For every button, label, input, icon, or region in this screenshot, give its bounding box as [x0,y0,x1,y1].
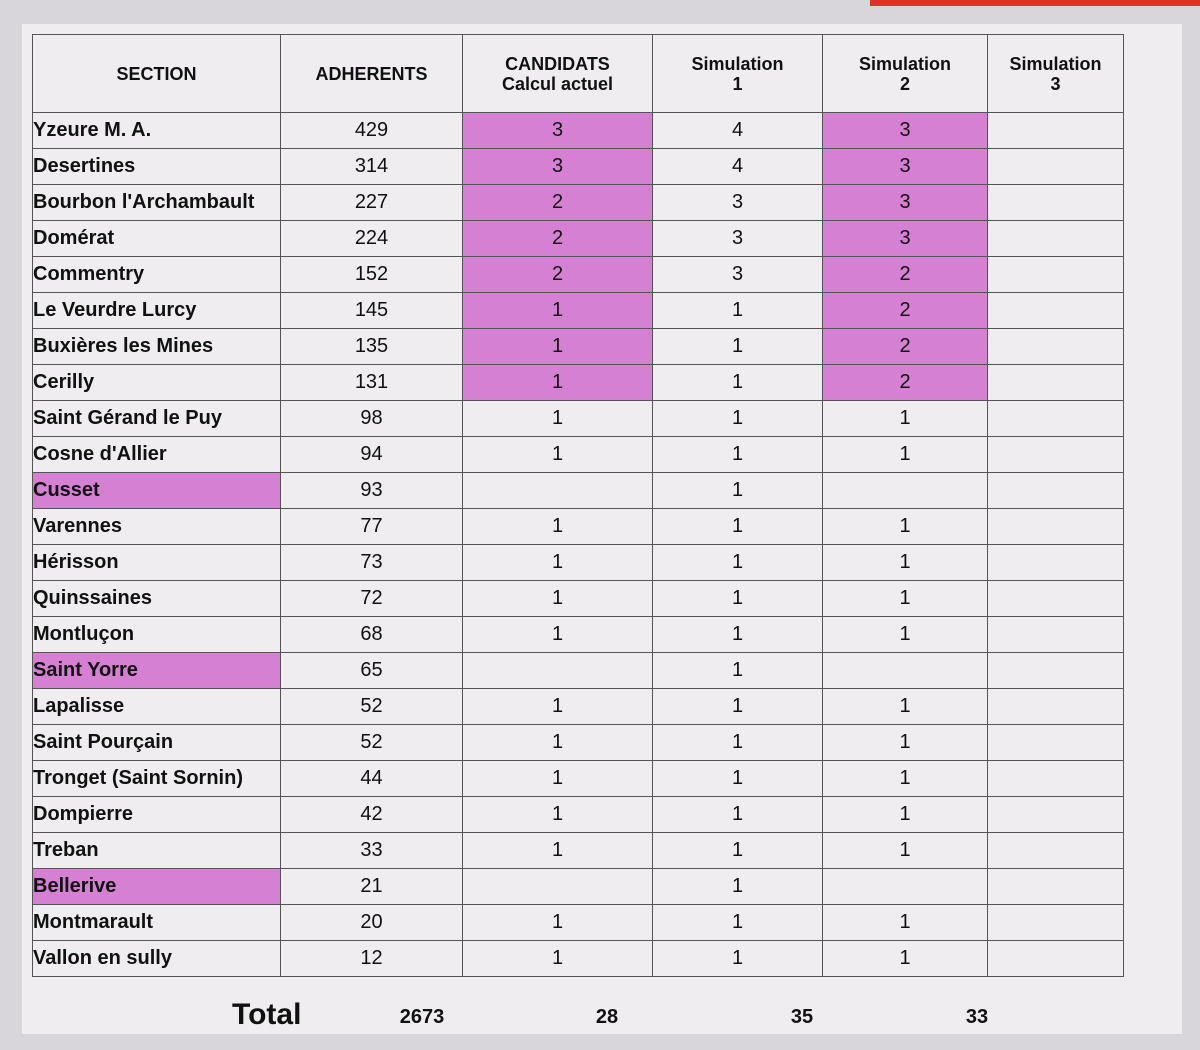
simulation-2-cell: 2 [823,365,988,401]
simulation-3-cell [988,905,1124,941]
table-row [33,257,1124,293]
simulation-3-cell [988,869,1124,905]
candidats-cell: 1 [463,509,653,545]
candidats-cell: 1 [463,293,653,329]
simulation-3-cell [988,401,1124,437]
section-cell: Saint Yorre [33,653,281,689]
simulation-1-cell: 3 [653,257,823,293]
simulation-3-cell [988,653,1124,689]
header-candidats: CANDIDATS Calcul actuel [463,35,653,113]
simulation-1-cell: 1 [653,941,823,977]
table-row [33,689,1124,725]
candidats-cell: 1 [463,833,653,869]
adherents-cell: 227 [281,185,463,221]
section-cell: Cosne d'Allier [33,437,281,473]
simulation-2-cell: 1 [823,761,988,797]
candidates-table [32,34,1124,977]
candidats-cell: 2 [463,221,653,257]
adherents-cell: 131 [281,365,463,401]
header-simulation-2: Simulation 2 [823,35,988,113]
candidats-cell: 2 [463,185,653,221]
simulation-1-cell: 1 [653,833,823,869]
simulation-2-cell: 1 [823,797,988,833]
table-row [33,401,1124,437]
simulation-1-cell: 4 [653,113,823,149]
section-cell: Montmarault [33,905,281,941]
simulation-2-cell: 1 [823,689,988,725]
candidats-cell: 1 [463,941,653,977]
simulation-2-cell: 1 [823,725,988,761]
simulation-2-cell [823,653,988,689]
simulation-3-cell [988,473,1124,509]
simulation-3-cell [988,941,1124,977]
simulation-1-cell: 3 [653,221,823,257]
candidats-cell: 1 [463,545,653,581]
table-row [33,797,1124,833]
simulation-1-cell: 1 [653,617,823,653]
adherents-cell: 93 [281,473,463,509]
total-simulation-2: 33 [965,1006,989,1028]
simulation-1-cell: 1 [653,761,823,797]
section-cell: Saint Gérand le Puy [33,401,281,437]
adherents-cell: 314 [281,149,463,185]
section-cell: Bourbon l'Archambault [33,185,281,221]
adherents-cell: 135 [281,329,463,365]
adherents-cell: 152 [281,257,463,293]
simulation-3-cell [988,617,1124,653]
section-cell: Le Veurdre Lurcy [33,293,281,329]
simulation-3-cell [988,797,1124,833]
header-simulation-3: Simulation 3 [988,35,1124,113]
simulation-1-cell: 1 [653,689,823,725]
simulation-2-cell: 1 [823,941,988,977]
red-accent-bar [870,0,1200,6]
simulation-2-cell: 1 [823,545,988,581]
table-row [33,149,1124,185]
simulation-1-cell: 1 [653,401,823,437]
simulation-3-cell [988,725,1124,761]
candidats-cell [463,653,653,689]
header-adherents: ADHERENTS [281,35,463,113]
adherents-cell: 429 [281,113,463,149]
simulation-3-cell [988,365,1124,401]
adherents-cell: 73 [281,545,463,581]
table-row [33,545,1124,581]
table-row [33,365,1124,401]
candidats-cell: 1 [463,797,653,833]
simulation-3-cell [988,581,1124,617]
table-row [33,509,1124,545]
simulation-2-cell: 1 [823,401,988,437]
candidats-cell: 1 [463,725,653,761]
header-section: SECTION [33,35,281,113]
section-cell: Commentry [33,257,281,293]
table-row [33,761,1124,797]
table-row [33,617,1124,653]
simulation-1-cell: 1 [653,329,823,365]
table-row [33,941,1124,977]
candidats-cell: 1 [463,689,653,725]
candidats-cell [463,869,653,905]
candidats-cell: 1 [463,401,653,437]
simulation-2-cell: 3 [823,185,988,221]
adherents-cell: 224 [281,221,463,257]
section-cell: Buxières les Mines [33,329,281,365]
simulation-1-cell: 1 [653,365,823,401]
simulation-2-cell: 1 [823,617,988,653]
section-cell: Yzeure M. A. [33,113,281,149]
section-cell: Tronget (Saint Sornin) [33,761,281,797]
simulation-3-cell [988,149,1124,185]
adherents-cell: 98 [281,401,463,437]
candidats-cell: 1 [463,365,653,401]
simulation-2-cell [823,869,988,905]
adherents-cell: 33 [281,833,463,869]
section-cell: Cusset [33,473,281,509]
simulation-1-cell: 1 [653,437,823,473]
adherents-cell: 52 [281,725,463,761]
header-row [33,35,1124,113]
table-row [33,221,1124,257]
adherents-cell: 52 [281,689,463,725]
simulation-3-cell [988,437,1124,473]
total-adherents: 2673 [399,1006,445,1028]
simulation-2-cell: 3 [823,149,988,185]
adherents-cell: 72 [281,581,463,617]
simulation-2-cell: 1 [823,833,988,869]
candidats-cell: 1 [463,905,653,941]
table-row [33,329,1124,365]
candidats-cell: 1 [463,329,653,365]
simulation-1-cell: 1 [653,293,823,329]
adherents-cell: 12 [281,941,463,977]
adherents-cell: 145 [281,293,463,329]
section-cell: Treban [33,833,281,869]
table-row [33,581,1124,617]
adherents-cell: 65 [281,653,463,689]
simulation-1-cell: 1 [653,545,823,581]
simulation-3-cell [988,221,1124,257]
simulation-1-cell: 1 [653,797,823,833]
header-simulation-1: Simulation 1 [653,35,823,113]
candidats-cell [463,473,653,509]
simulation-2-cell: 1 [823,581,988,617]
table-row [33,869,1124,905]
simulation-3-cell [988,293,1124,329]
simulation-3-cell [988,329,1124,365]
simulation-3-cell [988,113,1124,149]
section-cell: Hérisson [33,545,281,581]
simulation-1-cell: 1 [653,473,823,509]
section-cell: Desertines [33,149,281,185]
simulation-2-cell: 2 [823,257,988,293]
candidats-cell: 1 [463,437,653,473]
simulation-1-cell: 1 [653,581,823,617]
table-row [33,833,1124,869]
simulation-1-cell: 4 [653,149,823,185]
simulation-2-cell: 2 [823,293,988,329]
section-cell: Dompierre [33,797,281,833]
simulation-3-cell [988,761,1124,797]
simulation-2-cell: 3 [823,113,988,149]
simulation-1-cell: 1 [653,653,823,689]
simulation-3-cell [988,833,1124,869]
simulation-3-cell [988,509,1124,545]
section-cell: Cerilly [33,365,281,401]
simulation-2-cell: 3 [823,221,988,257]
section-cell: Domérat [33,221,281,257]
total-label: Total [232,998,302,1031]
adherents-cell: 20 [281,905,463,941]
simulation-3-cell [988,257,1124,293]
table-row [33,113,1124,149]
simulation-2-cell: 1 [823,437,988,473]
adherents-cell: 94 [281,437,463,473]
table-row [33,437,1124,473]
adherents-cell: 42 [281,797,463,833]
adherents-cell: 21 [281,869,463,905]
section-cell: Montluçon [33,617,281,653]
simulation-1-cell: 1 [653,905,823,941]
candidats-cell: 1 [463,581,653,617]
simulation-1-cell: 3 [653,185,823,221]
simulation-2-cell: 1 [823,509,988,545]
adherents-cell: 77 [281,509,463,545]
adherents-cell: 44 [281,761,463,797]
candidats-cell: 1 [463,617,653,653]
section-cell: Bellerive [33,869,281,905]
candidats-cell: 1 [463,761,653,797]
simulation-1-cell: 1 [653,509,823,545]
candidats-cell: 3 [463,149,653,185]
simulation-2-cell: 2 [823,329,988,365]
section-cell: Varennes [33,509,281,545]
simulation-3-cell [988,689,1124,725]
table-row [33,725,1124,761]
adherents-cell: 68 [281,617,463,653]
section-cell: Lapalisse [33,689,281,725]
simulation-3-cell [988,185,1124,221]
table-row [33,905,1124,941]
section-cell: Quinssaines [33,581,281,617]
total-simulation-1: 35 [790,1006,814,1028]
simulation-1-cell: 1 [653,869,823,905]
table-row [33,293,1124,329]
table-row [33,653,1124,689]
section-cell: Vallon en sully [33,941,281,977]
simulation-3-cell [988,545,1124,581]
simulation-1-cell: 1 [653,725,823,761]
candidats-cell: 3 [463,113,653,149]
table-row [33,185,1124,221]
simulation-2-cell: 1 [823,905,988,941]
table-row [33,473,1124,509]
section-cell: Saint Pourçain [33,725,281,761]
candidats-cell: 2 [463,257,653,293]
total-candidats: 28 [595,1006,619,1028]
totals-row [32,998,1127,1040]
simulation-2-cell [823,473,988,509]
